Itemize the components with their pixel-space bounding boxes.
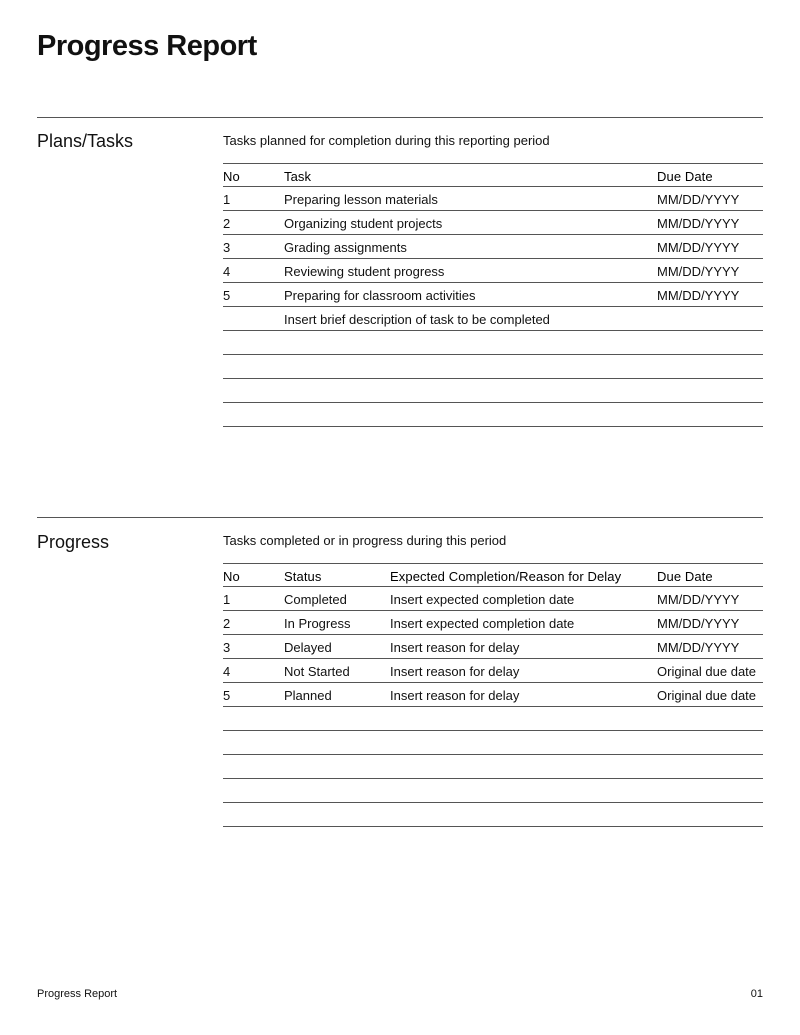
table-row (223, 187, 763, 211)
table-cell: 5 (223, 288, 231, 303)
table-cell: MM/DD/YYYY (657, 240, 740, 255)
table-cell: Delayed (284, 640, 332, 655)
table-cell: Insert reason for delay (390, 640, 520, 655)
section-label-progress: Progress (37, 532, 110, 552)
table-row (223, 635, 763, 659)
table-cell: 4 (223, 264, 231, 279)
table-cell: Planned (284, 688, 332, 703)
table-cell: Completed (284, 592, 347, 607)
page-title: Progress Report (37, 30, 257, 62)
column-header: Task (284, 169, 312, 184)
column-header: No (223, 569, 240, 584)
table-cell: 4 (223, 664, 231, 679)
table-row (223, 259, 763, 283)
table-row (223, 683, 763, 707)
table-cell: Original due date (657, 664, 757, 679)
table-row (223, 379, 763, 403)
table-cell: Insert expected completion date (390, 592, 575, 607)
table-row (223, 779, 763, 803)
table-cell: Insert brief description of task to be completed (284, 312, 550, 327)
table-row (223, 731, 763, 755)
table-row (223, 803, 763, 827)
table-row (223, 307, 763, 331)
table-cell: In Progress (284, 616, 351, 631)
table-cell: MM/DD/YYYY (657, 192, 740, 207)
table-cell: 1 (223, 592, 231, 607)
table-row (223, 355, 763, 379)
table-row (223, 211, 763, 235)
column-header: Due Date (657, 569, 713, 584)
table-cell: Organizing student projects (284, 216, 443, 231)
footer-title: Progress Report (37, 988, 118, 1000)
table-cell: 1 (223, 192, 231, 207)
table-row (223, 587, 763, 611)
plans-description: Tasks planned for completion during this reporting period (223, 133, 550, 148)
table-row (223, 707, 763, 731)
table-row (223, 403, 763, 427)
table-cell: Insert reason for delay (390, 664, 520, 679)
table-row (223, 659, 763, 683)
table-cell: 3 (223, 240, 231, 255)
table-cell: MM/DD/YYYY (657, 616, 740, 631)
table-cell: Insert expected completion date (390, 616, 575, 631)
table-cell: MM/DD/YYYY (657, 592, 740, 607)
table-cell: Preparing for classroom activities (284, 288, 476, 303)
table-cell: Not Started (284, 664, 350, 679)
table-row (223, 235, 763, 259)
table-cell: Grading assignments (284, 240, 407, 255)
table-cell: 3 (223, 640, 231, 655)
plans-table (223, 163, 763, 427)
table-cell: MM/DD/YYYY (657, 640, 740, 655)
section-label-plans: Plans/Tasks (37, 131, 134, 151)
table-cell: MM/DD/YYYY (657, 216, 740, 231)
table-cell: Preparing lesson materials (284, 192, 438, 207)
column-header: Status (284, 569, 322, 584)
table-cell: Insert reason for delay (390, 688, 520, 703)
table-row (223, 611, 763, 635)
table-cell: 2 (223, 216, 231, 231)
column-header: Expected Completion/Reason for Delay (390, 569, 622, 584)
table-header-row (223, 563, 763, 587)
table-cell: MM/DD/YYYY (657, 264, 740, 279)
table-row (223, 283, 763, 307)
progress-description: Tasks completed or in progress during this period (223, 533, 507, 548)
section-divider (37, 117, 763, 118)
section-divider (37, 517, 763, 518)
column-header: No (223, 169, 240, 184)
table-row (223, 331, 763, 355)
table-row (223, 755, 763, 779)
table-cell: Original due date (657, 688, 757, 703)
table-header-row (223, 163, 763, 187)
table-cell: 2 (223, 616, 231, 631)
table-cell: 5 (223, 688, 231, 703)
table-cell: Reviewing student progress (284, 264, 445, 279)
progress-table (223, 563, 763, 827)
column-header: Due Date (657, 169, 713, 184)
page-number: 01 (750, 988, 763, 1000)
table-cell: MM/DD/YYYY (657, 288, 740, 303)
